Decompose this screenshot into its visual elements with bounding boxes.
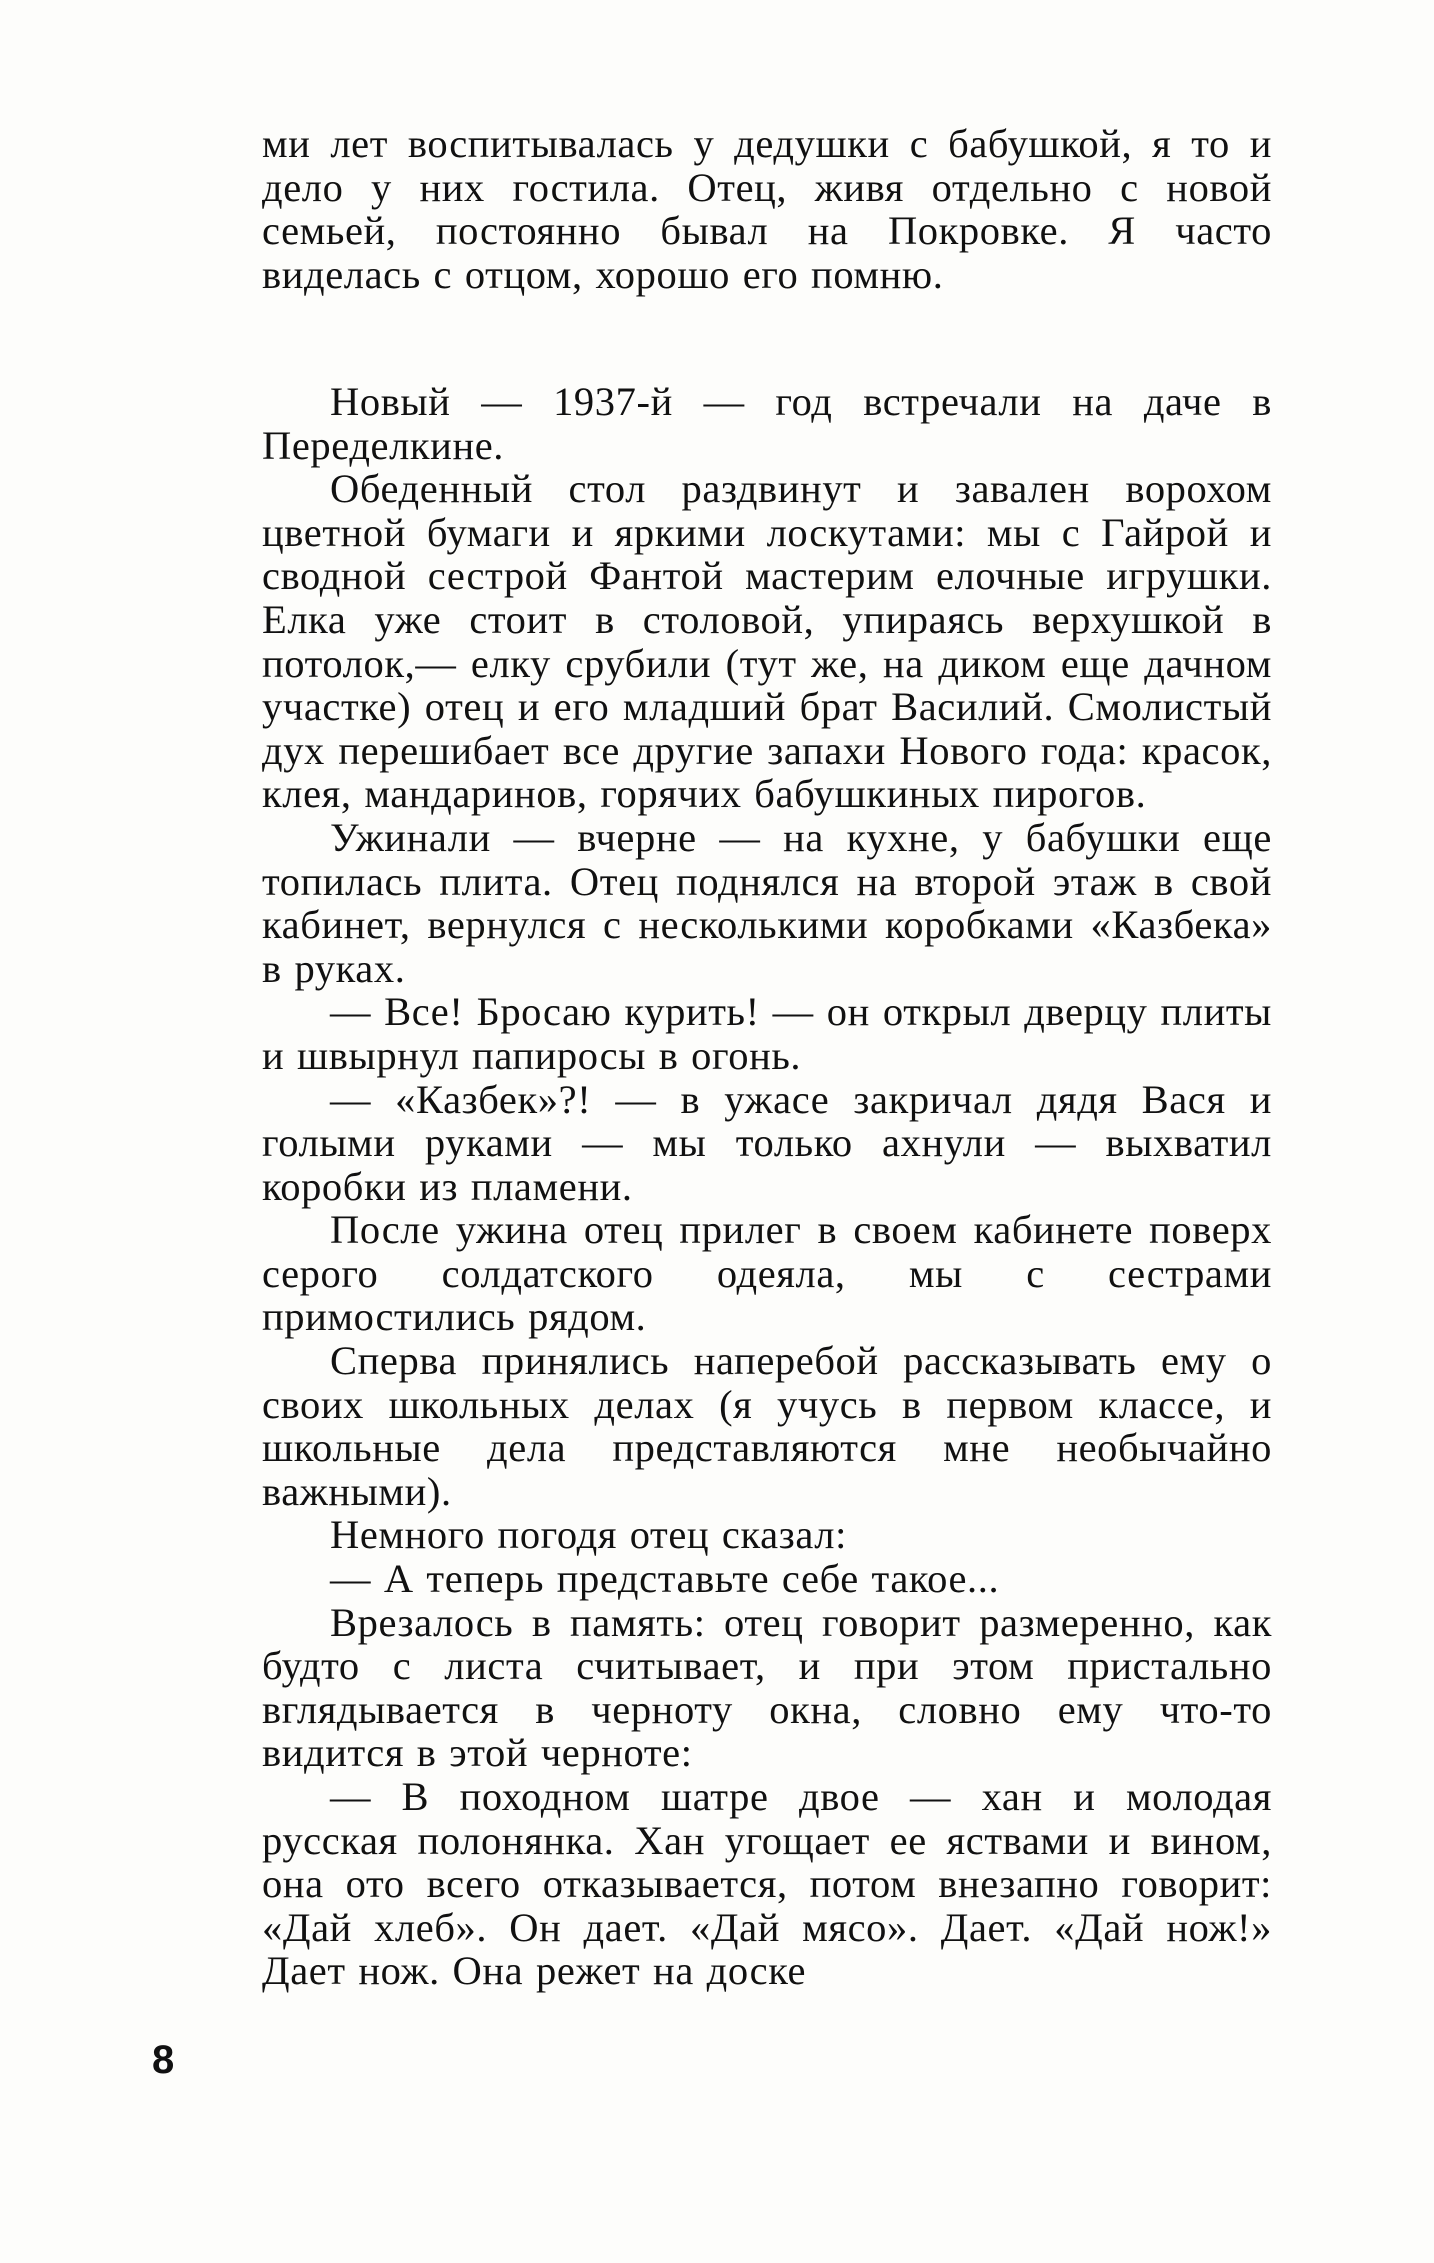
paragraph-father-said: Немного погодя отец сказал: [330,1512,847,1558]
paragraph-memory: Врезалось в память: отец говорит размеренно, как будто с листа считывает, и при этом пристально вглядывается в черноту окна, словно ему что-то видится в этой черноте: [262,1599,1272,1776]
paragraph-after-supper: После ужина отец прилег в своем кабинете поверх серого солдатского одеяла, мы с сестрами примостились рядом. [262,1207,1272,1340]
paragraph-tent: — В походном шатре двое — хан и молодая русская полонянка. Хан угощает ее яствами и вином, она ото всего отказывается, потом внезапно говорит: «Дай хлеб». Он дает. «Дай мясо». Дает. «Дай нож!» Дает нож. Она режет на доске [262,1774,1272,1994]
continued-paragraph: ми лет воспитывалась у дедушки с бабушкой, я то и дело у них гостила. Отец, живя отдельно с новой семьей, постоянно бывал на Покровке. Я часто виделась с отцом, хорошо его помню. [262,121,1272,297]
paragraph-kazbek: — «Казбек»?! — в ужасе закричал дядя Вася и голыми руками — мы только ахнули — выхватил коробки из пламени. [262,1076,1272,1209]
paragraph-quit-smoking: — Все! Бросаю курить! — он открыл дверцу плиты и швырнул папиросы в огонь. [262,989,1272,1078]
paragraph-new-year: Новый — 1937-й — год встречали на даче в Переделкине. [262,379,1272,468]
paragraph-school: Сперва принялись наперебой рассказывать ему о своих школьных делах (я учусь в первом классе, и школьные дела представляются мне необычайно важными). [262,1338,1272,1514]
paragraph-dinner-table: Обеденный стол раздвинут и завален ворохом цветной бумаги и яркими лоскутами: мы с Гайрой и сводной сестрой Фантой мастерим елочные игрушки. Елка уже стоит в столовой, упираясь верхушкой в потолок,— елку срубили (тут же, на диком еще дачном участке) отец и его младший брат Василий. Смолистый дух перешибает все другие запахи Нового года: красок, клея, мандаринов, горячих бабушкиных пирогов. [262,466,1272,817]
main-text-block [262,380,1272,1993]
paragraph-imagine: — А теперь представьте себе такое... [330,1556,1000,1602]
continued-text-block [262,122,1272,296]
page-number: 8 [152,2038,175,2082]
paragraph-supper: Ужинали — вчерне — на кухне, у бабушки еще топилась плита. Отец поднялся на второй этаж в свой кабинет, вернулся с несколькими коробками «Казбека» в руках. [262,814,1272,991]
